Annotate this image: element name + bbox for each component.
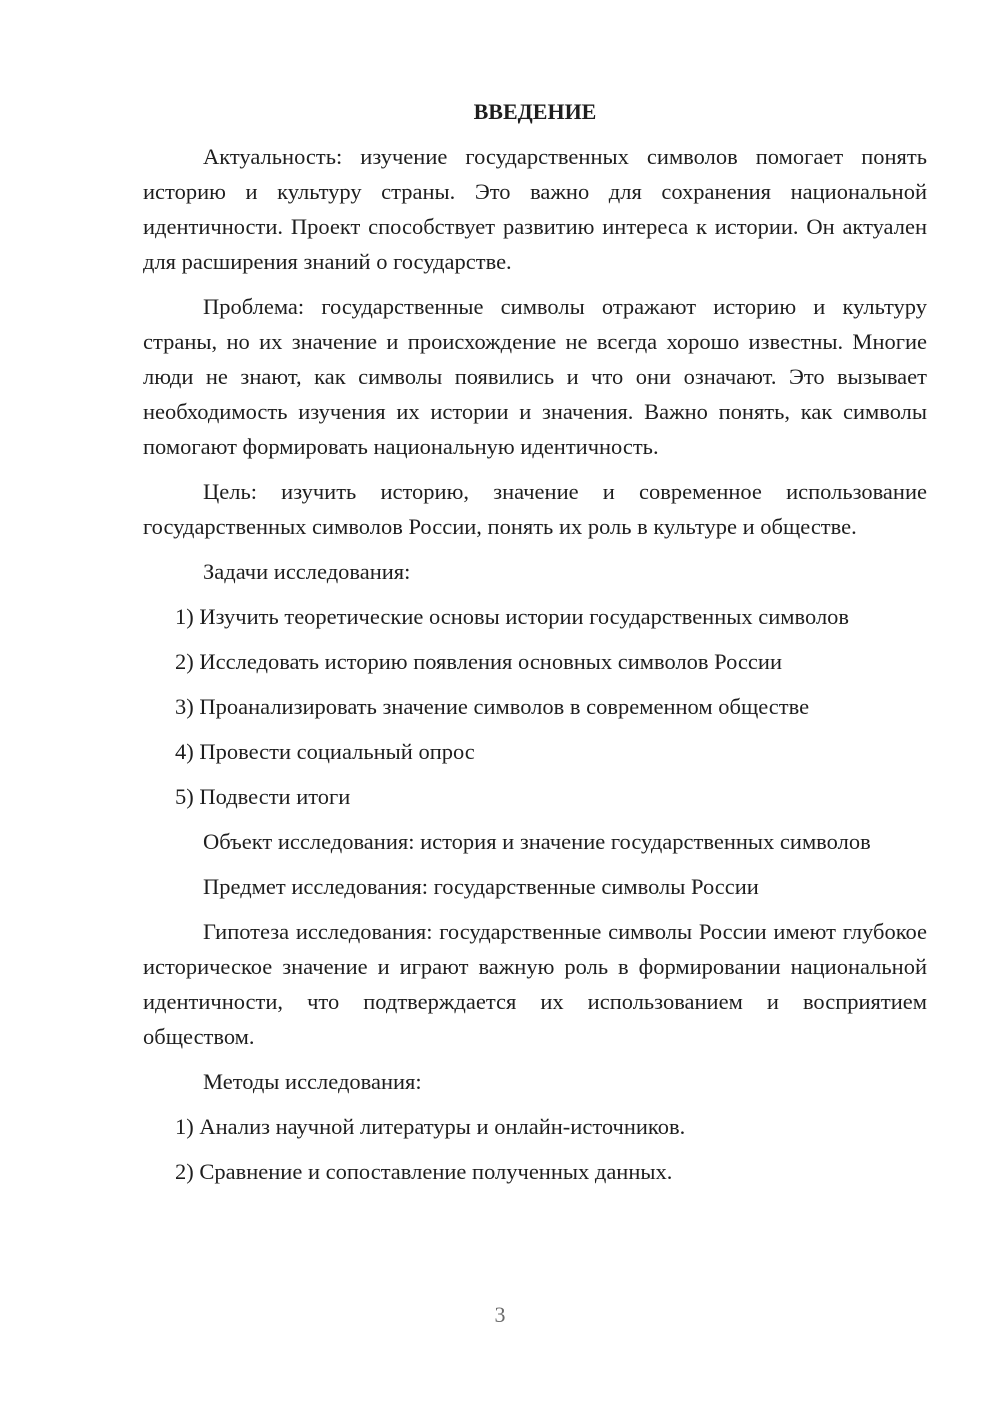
- object-paragraph: Объект исследования: история и значение государственных символов: [203, 829, 871, 854]
- page-content: [143, 94, 927, 1199]
- tasks-label: Задачи исследования:: [203, 559, 411, 584]
- task-item-1: 1) Изучить теоретические основы истории государственных символов: [175, 604, 850, 629]
- goal-paragraph: Цель: изучить историю, значение и современное использование государственных символов России, понять их роль в культуре и обществе.: [143, 479, 927, 539]
- page-number: 3: [494, 1302, 506, 1327]
- task-item-2: 2) Исследовать историю появления основных символов России: [175, 649, 782, 674]
- task-item-5: 5) Подвести итоги: [175, 784, 351, 809]
- method-item-2: 2) Сравнение и сопоставление полученных данных.: [175, 1159, 673, 1184]
- method-item-1: 1) Анализ научной литературы и онлайн-источников.: [175, 1114, 686, 1139]
- task-item-4: 4) Провести социальный опрос: [175, 739, 475, 764]
- section-title: ВВЕДЕНИЕ: [473, 99, 597, 124]
- subject-paragraph: Предмет исследования: государственные символы России: [203, 874, 759, 899]
- methods-label: Методы исследования:: [203, 1069, 422, 1094]
- task-item-3: 3) Проанализировать значение символов в современном обществе: [175, 694, 810, 719]
- hypothesis-paragraph: Гипотеза исследования: государственные символы России имеют глубокое историческое значение и играют важную роль в формировании национальной идентичности, что подтверждается их использованием и восприятием обществом.: [143, 919, 927, 1049]
- relevance-paragraph: Актуальность: изучение государственных символов помогает понять историю и культуру страны. Это важно для сохранения национальной идентичности. Проект способствует развитию интереса к истории. Он актуален для расширения знаний о государстве.: [143, 144, 927, 274]
- problem-paragraph: Проблема: государственные символы отражают историю и культуру страны, но их значение и происхождение не всегда хорошо известны. Многие люди не знают, как символы появились и что они означают. Это вызывает необходимость изучения их истории и значения. Важно понять, как символы помогают формировать национальную идентичность.: [143, 294, 927, 459]
